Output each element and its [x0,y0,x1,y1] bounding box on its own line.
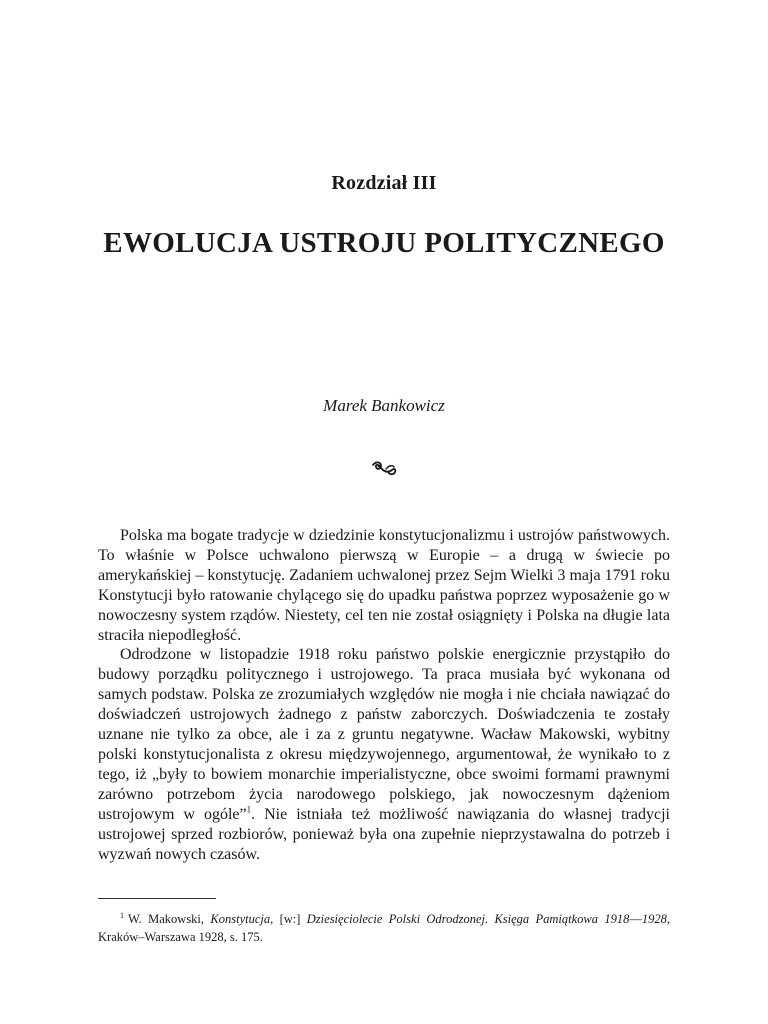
text-line: Makowski, wybitny polski konstytucjonalista z okresu międzywojennego, argu [98,726,671,763]
body-text [98,526,670,864]
text-line: od samych podstaw. Polska ze zrozumiałych względów nie mogła i nie chciała [98,666,671,704]
footnote-book-title-cont: –1928 [635,912,667,926]
text-line: do budowy porządku politycznego i ustrojowego. Ta praca musiała być wykonana [98,646,670,684]
paragraph-1 [98,526,670,645]
footnote-number: 1 [120,910,124,920]
chapter-title: EWOLUCJA USTROJU POLITYCZNEGO [103,227,665,259]
text-line: . Nie istniała też możli [251,805,416,823]
text-line: Polska ma bogate tradycje w dziedzinie konstytucjonalizmu i ustrojów pań [120,527,602,544]
text-line: cie po amerykańskiej – konstytucję. Zadaniem uchwalonej przez Sejm Wielki [98,546,670,584]
text-line: poprzez wyposażenie go w nowoczesny system rządów. Niestety, cel ten nie zo [98,586,671,624]
footnote-publication: , Kraków–Warszawa 1928, s. 175. [98,912,670,944]
text-line: obce swoimi formami prawnymi zarówno potrzebom życia narodowego polskie [98,765,670,803]
text-line: go, jak nowoczesnym dążeniom ustrojowym w ogóle” [98,785,670,823]
text-line: ona zupełnie nieprzystawalna do potrzeb i wyzwań nowych czasów. [98,825,671,863]
text-line: mentował, że wynikało to z tego, iż „były to bowiem monarchie imperialistyczne, [98,745,671,783]
footnote-author: W. Makowski, [128,912,211,926]
footnote-divider [98,898,216,899]
text-line: 3 maja 1791 roku Konstytucji było ratowanie chylącego się do upadku państwa [98,566,671,604]
author-name: Marek Bankowicz [323,396,445,415]
footnote-reference[interactable]: 1 [246,804,252,815]
text-line: stwowych. To właśnie w Polsce uchwalono pierwszą w Europie – a drugą w świe [98,527,670,564]
footnote-text: , [w:] [270,912,307,926]
footnote-book-title: Dziesięciolecie Polski Odrodzonej. Księga Pamiątkowa 1918– [306,912,636,926]
footnote-title: Konstytucja [210,912,271,926]
chapter-label: Rozdział III [331,172,437,194]
fleuron-icon [370,459,398,479]
text-line: Odrodzone w listopadzie 1918 roku państwo polskie energicznie przystąpiło [120,646,646,664]
paragraph-2 [98,645,670,864]
footnote [98,910,670,946]
text-line: nawiązać do doświadczeń ustrojowych żadnego z państw zaborczych. Doświad [98,686,670,724]
text-line: stał osiągnięty i Polska na długie lata straciła niepodległość. [98,606,670,644]
text-line: wość nawiązania do własnej tradycji ustrojowej sprzed rozbiorów, ponieważ była [98,805,670,843]
text-line: czenia te zostały uznane nie tylko za obce, ale i za z gruntu negatywne. Wacław [98,706,671,744]
